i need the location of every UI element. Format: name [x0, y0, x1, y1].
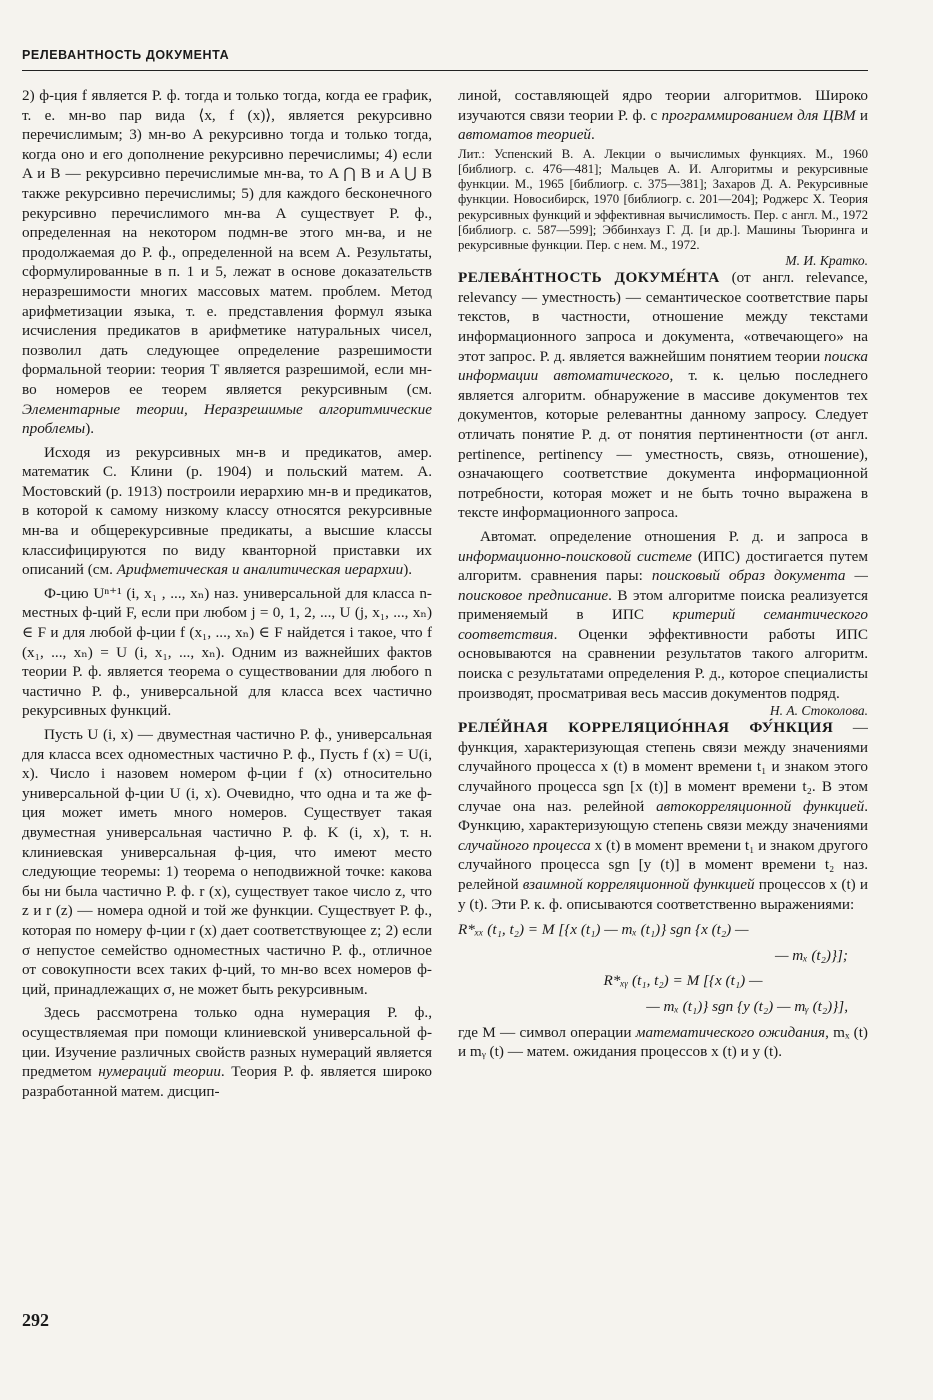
running-header: РЕЛЕВАНТНОСТЬ ДОКУМЕНТА [22, 48, 230, 62]
cross-reference[interactable]: информационно-поисковой системе [458, 547, 692, 565]
bibliography: Лит.: Успенский В. А. Лекции о вычислимых функциях. М., 1960 [библиогр. с. 476—481]; Мальцев А. И. Алгоритмы и рекурсивные функции. М., 1965 [библиогр. с. 375—381]; Захаров Д. А. Рекурсивные функции. Новосибирск, 1970 [библиогр. с. 201—204]; Роджерс Х. Теория рекурсивных функций и эффективная вычислимость. Пер. с англ. М., 1972 [библиогр. с. 587—599]; Эббинхауз Г. Д. [и др.]. Машины Тьюринга и рекурсивные функции. Пер. с нем. М., 1972. [458, 146, 868, 252]
paragraph: линой, составляющей ядро теории алгоритмов. Широко изучаются связи теории Р. ф. с программированием для ЦВМ и автоматов теорией. [458, 87, 868, 144]
cross-reference[interactable]: нумераций теории [98, 1063, 221, 1081]
formula: R*ₓₓ (t₁, t₂) = M [{x (t₁) — mₓ (t₁)} sgn {x (t₂) — [458, 921, 749, 939]
cross-reference[interactable]: критерий семантического соответствия [458, 606, 868, 643]
cross-reference[interactable]: Арифметическая и аналитическая иерархии [116, 561, 404, 579]
cross-reference[interactable]: поиска информации автоматического [458, 347, 868, 385]
left-column [22, 86, 432, 1306]
formula: R*ₓᵧ (t₁, t₂) = M [{x (t₁) — [603, 972, 763, 990]
cross-reference[interactable]: автоматов теорией [458, 126, 592, 144]
article-entry: РЕЛЕ́ЙНАЯ КОРРЕЛЯЦИО́ННАЯ ФУ́НКЦИЯ — функция, характеризующая степень связи между значениями случайного процесса x (t) в момент времени t₁ и знаком этого случайного процесса sgn [x (t)] в момент времени t₂. В этом случае она наз. релейной автокорреляционной функцией. Функцию, характеризующую степень связи между значениями случайного процесса x (t) в момент времени t₁ и знаком другого случайного процесса sgn [y (t)] в момент времени t₂ наз. релейной взаимной корреляционной функцией процессов x (t) и y (t). Эти Р. к. ф. описываются соответственно выражениями: [458, 719, 868, 913]
paragraph: Пусть U (i, x) — двуместная частично Р. ф., универсальная для класса всех одноместных частично Р. ф., Пусть f (x) = U(i, x). Число i назовем номером ф-ции f (x) относительно универсальной ф-ции U (i, x). Очевидно, что одна и та же ф-ция может иметь много номеров. Существует такая двуместная универсальная частично Р. ф. K (i, x), т. н. клиниевская универсальная ф-ция, что имеют место следующие теоремы: 1) теорема о неподвижной точке: какова бы ни была частично Р. ф. r (x), существует такое число z, что z и r (z) — номера одной и той же функции. Существует Р. ф., которая по номеру ф-ции r (x) дает соответствующее z; 2) если σ непустое семейство одноместных частично Р. ф., отличное от совокупности всех таких ф-ций, то мн-во всех номеров ф-ций, принадлежащих σ, не может быть рекурсивным. [22, 726, 432, 998]
header-rule [22, 70, 868, 71]
paragraph: Автомат. определение отношения Р. д. и запроса в информационно-поисковой системе (ИПС) достигается путем алгоритм. сравнения пары: поисковый образ документа — поисковое предписание. В этом алгоритме поиска реализуется применяемый в ИПС критерий семантического соответствия. Оценки эффективности работы ИПС основываются на сравнении результатов такого алгоритм. поиска с результатами определения Р. д., которое специалисты производят, просматривая весь массив документов подряд. [458, 527, 868, 702]
author-signature: Н. А. Стоколова. [769, 703, 868, 719]
author-signature: М. И. Кратко. [785, 253, 868, 269]
article-entry: РЕЛЕВА́НТНОСТЬ ДОКУМЕ́НТА (от англ. relevance, relevancy — уместность) — семантическое соответствие пары текстов, в частности, отношение между текстами информационного запроса и документа, «отвечающего» на этот запрос. Р. д. является важнейшим понятием теории поиска информации автоматического, т. к. целью последнего является алгоритм. обнаружение в массиве документов тех документов, которые релевантны данному запросу. Следует отличать понятие Р. д. от понятия пертинентности (от англ. pertinence, pertinency — уместность, связь, отношение), означающего соответствие документа информационной потребности, которая может и не быть точно выражена в тексте информационного запроса. [458, 269, 868, 522]
cross-reference[interactable]: автокорреляционной функцией [656, 797, 865, 815]
cross-reference[interactable]: случайного процесса [458, 836, 591, 854]
cross-reference[interactable]: поисковый образ документа — поисковое предписание [458, 567, 868, 604]
right-column [458, 86, 868, 1306]
cross-reference[interactable]: Элементарные теории, Неразрешимые алгоритмические проблемы [22, 400, 432, 438]
cross-reference[interactable]: математического ожидания [635, 1023, 826, 1041]
entry-headword: РЕЛЕ́ЙНАЯ КОРРЕЛЯЦИО́ННАЯ ФУ́НКЦИЯ [458, 719, 834, 737]
formula: — mₓ (t₁)} sgn {y (t₂) — mᵧ (t₂)}], [646, 997, 848, 1015]
entry-headword: РЕЛЕВА́НТНОСТЬ ДОКУМЕ́НТА [458, 269, 720, 287]
paragraph: Здесь рассмотрена только одна нумерация Р. ф., осуществляемая при помощи клиниевской универсальной ф-ции. Изучение различных свойств разных нумераций является предметом нумераций теории. Теория Р. ф. является широко разработанной матем. дисцип- [22, 1004, 432, 1100]
formula: — mₓ (t₂)}]; [774, 946, 848, 964]
page-number: 292 [22, 1310, 49, 1330]
paragraph: Исходя из рекурсивных мн-в и предикатов, амер. математик С. Клини (р. 1904) и польский матем. А. Мостовский (р. 1913) построили иерархию мн-в и предикатов, в которой к самому низкому классу относятся рекурсивные мн-ва и общерекурсивные предикаты, а высшие классы классифицируются по виду кванторной приставки их описаний (см. Арифметическая и аналитическая иерархии). [22, 443, 432, 579]
paragraph: Ф-цию Uⁿ⁺¹ (i, x₁ , ..., xₙ) наз. универсальной для класса n-местных ф-ций F, если при любом j = 0, 1, 2, ..., U (j, x₁, ..., xₙ) ∈ F и для любой ф-ции f (x₁, ..., xₙ) ∈ F найдется i такое, что f (x₁, ..., xₙ) = U (i, x₁, ..., xₙ). Одним из важнейших фактов теории Р. ф. является теорема о существовании для любого n частично Р. ф., универсальной для класса всех частично рекурсивных функций. [22, 584, 432, 720]
paragraph: где M — символ операции математического ожидания, mₓ (t) и mᵧ (t) — матем. ожидания процессов x (t) и y (t). [458, 1023, 868, 1061]
paragraph: 2) ф-ция f является Р. ф. тогда и только тогда, когда ее график, т. е. мн-во пар вида ⟨x, f (x)⟩, является рекурсивно перечислимым; 3) мн-во A рекурсивно тогда и только тогда, когда оно и его дополнение рекурсивно перечислимы; 4) если A и B — рекурсивно перечислимые мн-ва, то A ⋂ B и A ⋃ B также рекурсивно перечислимы; 5) для каждого бесконечного рекурсивно перечислимого мн-ва A существует Р. ф., определенная на некотором подмн-ве этого мн-ва, и не продолжаемая до Р. ф., определенной на всем A. Результаты, сформулированные в п. 1 и 5, лежат в основе доказательств неразрешимости многих массовых матем. проблем. Метод арифметизации языка, т. е. представления формул языка исчисления предикатов в арифметике натуральных чисел, позволил дать следующее определение разрешимости формальной теории: теория T является разрешимой, если мн-во номеров ее теорем является рекурсивным (см. Элементарные теории, Неразрешимые алгоритмические проблемы). [22, 87, 432, 438]
cross-reference[interactable]: программированием для ЦВМ [661, 106, 856, 124]
cross-reference[interactable]: взаимной корреляционной функцией [522, 876, 755, 894]
